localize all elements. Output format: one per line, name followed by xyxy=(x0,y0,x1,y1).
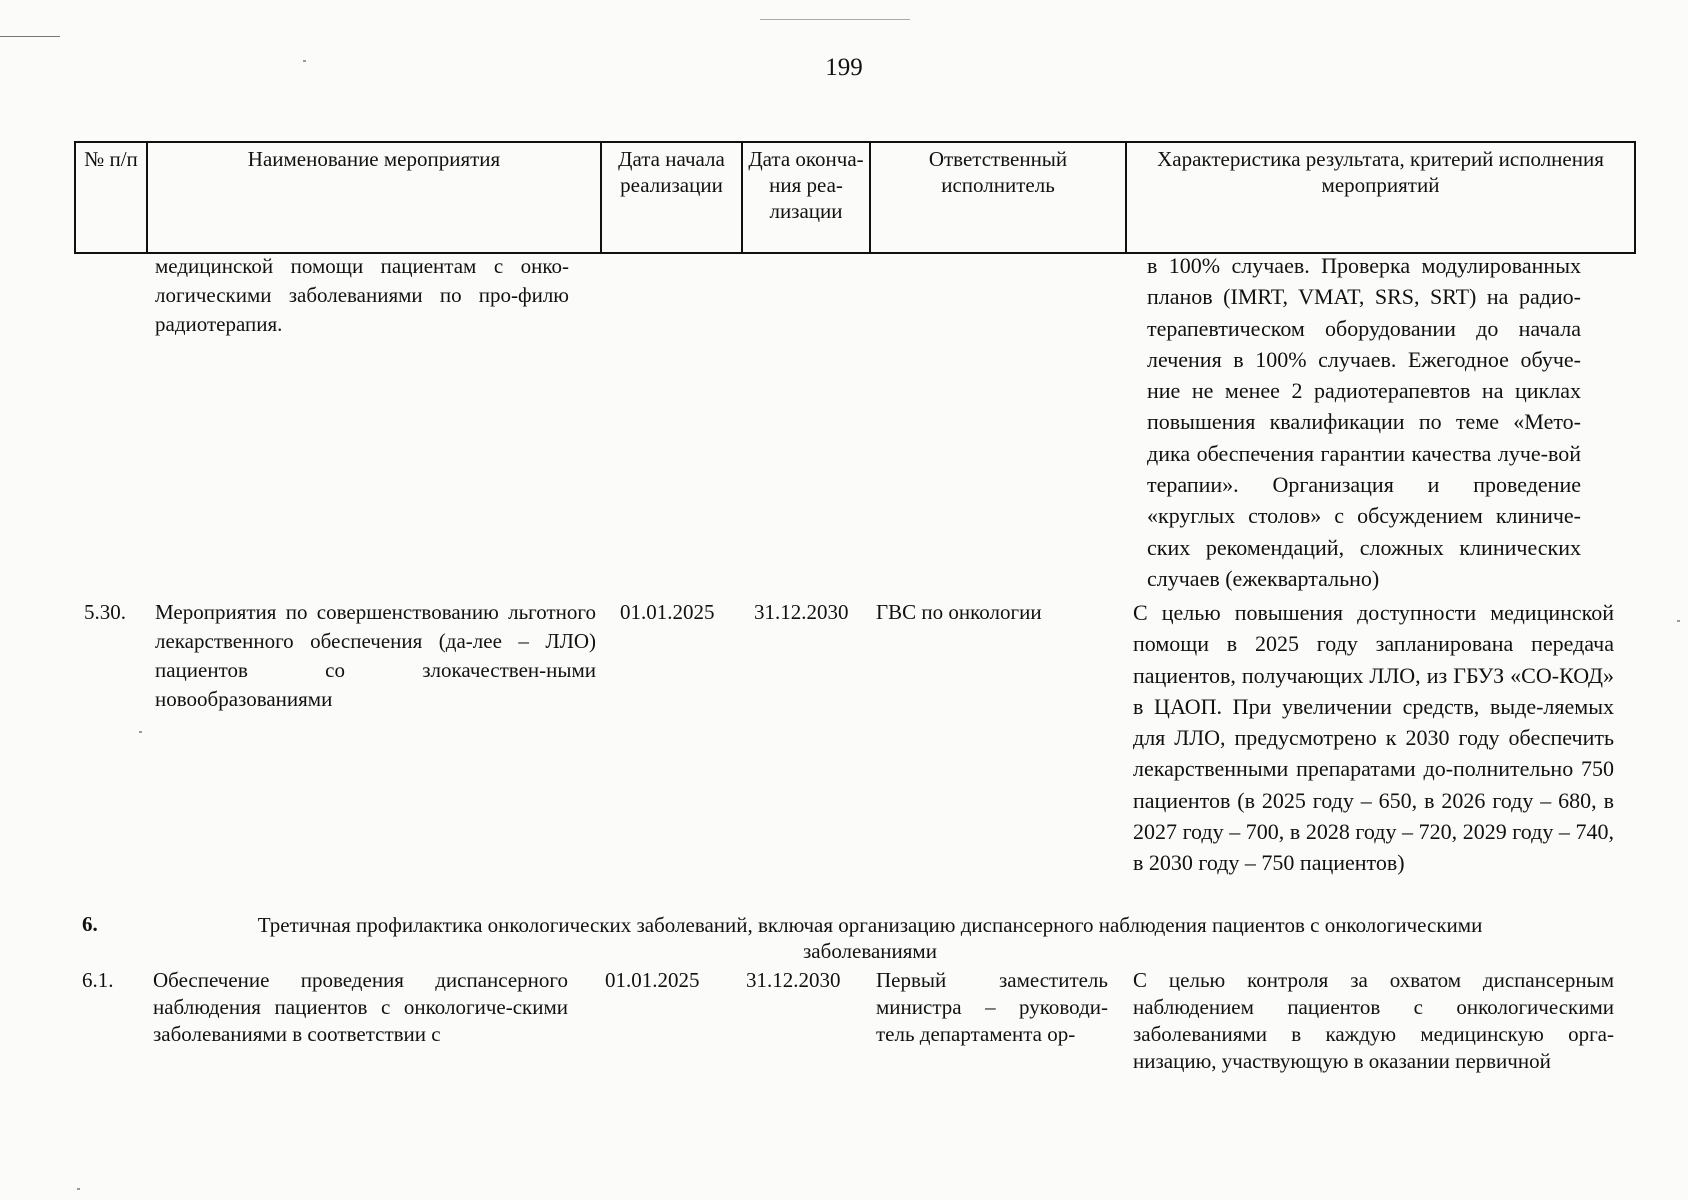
page-number: 199 xyxy=(825,54,863,81)
header-name: Наименование мероприятия xyxy=(147,142,601,253)
header-end-date: Дата оконча-ния реа-лизации xyxy=(742,142,870,253)
row-5-30-name: Мероприятия по совершенствованию льготного лекарственного обеспечения (да-лее – ЛЛО) пациентов со злокачествен-ными новообразованиями xyxy=(155,600,596,711)
header-result: Характеристика результата, критерий исполнения мероприятий xyxy=(1126,142,1635,253)
row-5-30-num: 5.30. xyxy=(84,600,126,624)
row-6-1-end-date: 31.12.2030 xyxy=(746,968,841,992)
row-6-1-responsible: Первый заместитель министра – руководи-тель департамента ор- xyxy=(876,968,1108,1046)
scan-artifact-line xyxy=(0,36,60,37)
row-5-30-end-date: 31.12.2030 xyxy=(754,600,849,624)
row-6-1-start-date: 01.01.2025 xyxy=(605,968,700,992)
header-start-date: Дата начала реализации xyxy=(601,142,742,253)
row-5-30-result: С целью повышения доступности медицинской помощи в 2025 году запланирована передача пациентов, получающих ЛЛО, из ГБУЗ «СО-КОД» в ЦАОП. При увеличении средств, выде-ляемых для ЛЛО, предусмотрено к 2030 году обеспечить лекарственными препаратами до-полнительно 750 пациентов (в 2025 году – 650, в 2026 году – 680, в 2027 году – 700, в 2028 году – 720, 2029 году – 740, в 2030 году – 750 пациентов) xyxy=(1133,600,1614,876)
section-6-num: 6. xyxy=(82,912,98,936)
header-responsible: Ответственный исполнитель xyxy=(870,142,1126,253)
row-6-1-num: 6.1. xyxy=(82,968,114,992)
continued-row-name: медицинской помощи пациентам с онко-логическими заболеваниями по про-филю радиотерапия. xyxy=(155,254,569,336)
header-num: № п/п xyxy=(75,142,147,253)
scan-artifact-dot xyxy=(139,731,142,733)
scan-artifact-dot xyxy=(77,1188,80,1190)
row-5-30-responsible: ГВС по онкологии xyxy=(876,600,1042,624)
scan-artifact-dot xyxy=(1677,620,1680,622)
scan-artifact-line xyxy=(760,19,910,20)
row-5-30-start-date: 01.01.2025 xyxy=(620,600,715,624)
continued-row-result: в 100% случаев. Проверка модулированных планов (IMRT, VMAT, SRS, SRT) на радио-терапевтическом оборудовании до начала лечения в 100% случаев. Ежегодное обуче-ние не менее 2 радиотерапевтов на циклах повышения квалификации по теме «Мето-дика обеспечения гарантии качества луче-вой терапии». Организация и проведение «круглых столов» с обсуждением клиниче-ских рекомендаций, сложных клинических случаев (ежеквартально) xyxy=(1147,253,1581,591)
row-6-1-result: С целью контроля за охватом диспансерным наблюдением пациентов с онкологическими заболеваниями в каждую медицинскую орга-низацию, участвующую в оказании первичной xyxy=(1133,968,1614,1073)
table-header xyxy=(74,141,1636,254)
section-6-title: Третичная профилактика онкологических заболеваний, включая организацию диспансерного наблюдения пациентов с онкологическими заболеваниями xyxy=(257,913,1483,963)
row-6-1-name: Обеспечение проведения диспансерного наблюдения пациентов с онкологиче-скими заболеваниями в соответствии с xyxy=(153,968,568,1046)
